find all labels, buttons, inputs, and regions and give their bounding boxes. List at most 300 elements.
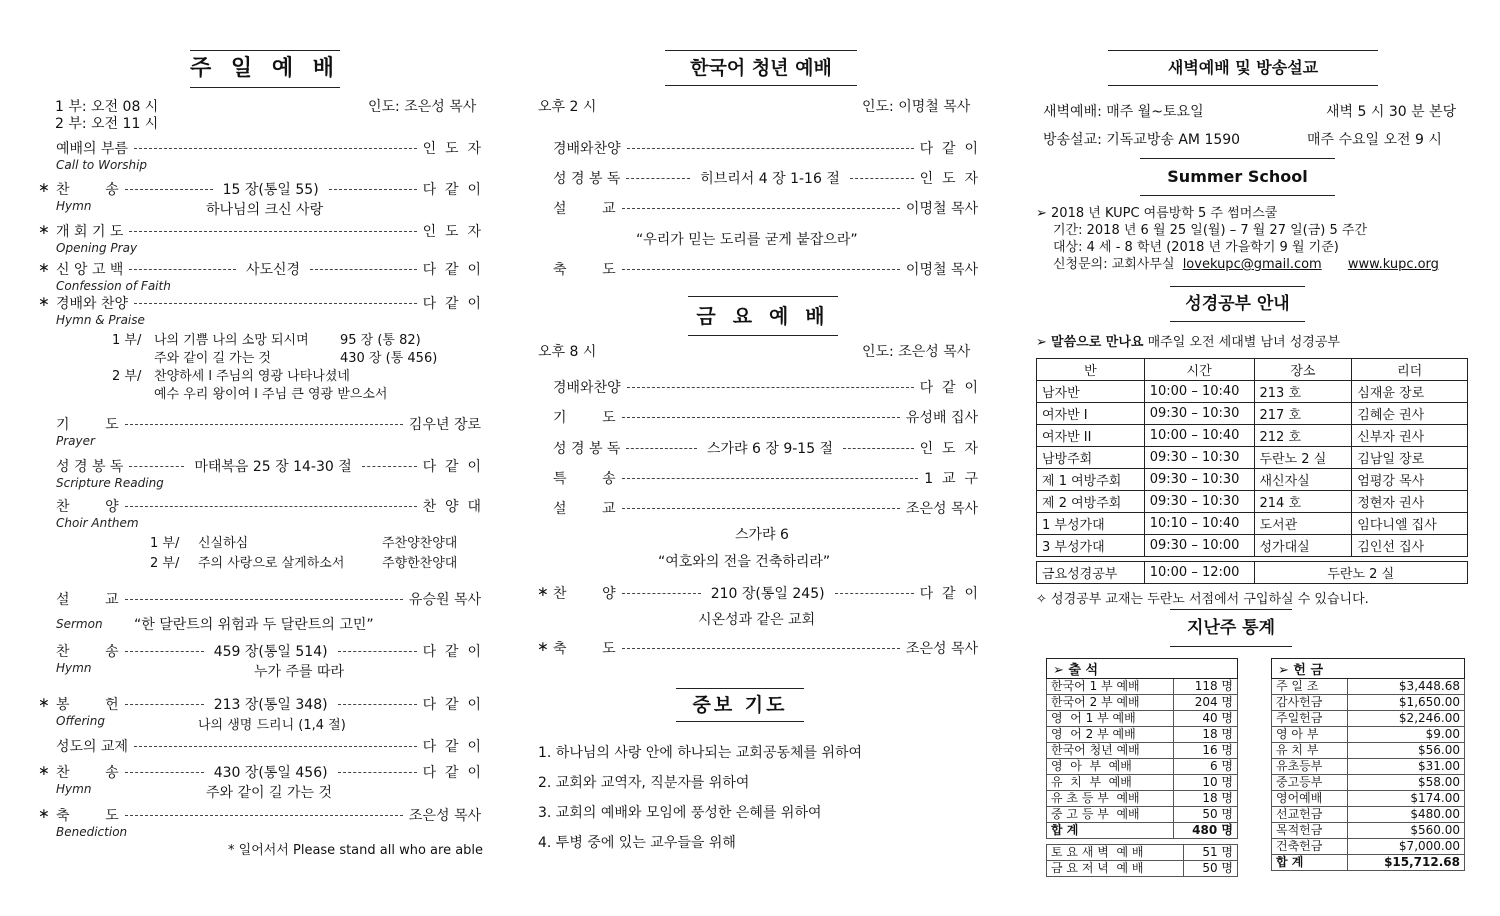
prayer-item: 2. 교회와 교역자, 직분자를 위하여 [538,775,750,791]
leader-dots [338,704,417,705]
stand-star-icon: ∗ [38,806,50,822]
leader-dots [362,466,417,467]
dawn-line1-right: 새벽 5 시 30 분 본당 [1326,104,1457,120]
order-item-label: 찬 송 [56,765,119,781]
table-cell: 213 호 [1254,381,1352,403]
order-row [56,694,481,714]
leader-dots [125,651,204,652]
table-row [1272,855,1465,871]
table-row [1037,491,1468,513]
order-item-person: 찬 양 대 [422,499,481,515]
column-header: 시간 [1144,359,1254,381]
leader-dots [125,424,403,425]
column-header: 장소 [1254,359,1352,381]
table-cell: 영어예배 [1272,791,1348,807]
order-row [56,456,481,476]
intercession-title: 중보 기도 [676,688,804,722]
table-cell: 09:30 – 10:30 [1144,403,1254,425]
friday-sermon-title: “여호와의 전을 건축하리라” [658,554,831,570]
table-cell: 유 치 부 예배 [1047,775,1174,791]
table-cell: 09:30 – 10:00 [1144,535,1254,557]
order-row [553,259,978,279]
leader-dots [843,448,914,449]
leader-dots [125,772,204,773]
stand-star-icon: ∗ [38,260,50,276]
order-item-person: 다 같 이 [422,739,481,755]
prayer-item: 1. 하나님의 사랑 안에 하나되는 교회공동체를 위하여 [538,745,863,761]
table-cell: 51 명 [1184,845,1238,861]
table-row [1272,823,1465,839]
order-item-label: 기 도 [553,410,616,426]
table-cell: 50 명 [1184,861,1238,877]
table-cell: 10:00 – 12:00 [1144,562,1254,584]
table-row [1272,679,1465,695]
order-row [56,179,481,199]
order-item-label: 성 경 봉 독 [553,441,621,457]
order-item-person: 다 같 이 [919,141,978,157]
table-row [1272,775,1465,791]
order-row [56,589,481,609]
table-row [1272,711,1465,727]
order-row [56,414,481,434]
order-item-detail: 210 장(통일 245) [710,586,825,602]
praise-list: 1 부/ 나의 기쁨 나의 소망 되시며 95 장 (통 82) 주와 같이 길 가는 것 430 장 (통 456) 2 부/ 찬양하세 l 주님의 영광 나타나셨네 예수 우리 왕이여 l 주님 큰 영광 받으소서 [112,333,438,402]
table-cell: $1,650.00 [1348,695,1465,711]
leader-dots [129,269,236,270]
dawn-line1-left: 새벽예배: 매주 월~토요일 [1043,104,1204,120]
order-row [553,407,978,427]
hymn-title: 나의 생명 드리니 (1,4 절) [198,718,346,733]
english-caption: Confession of Faith [56,279,171,293]
order-row [56,138,481,158]
leader-dots [622,508,900,509]
order-row [56,736,481,756]
order-item-person: 다 같 이 [919,586,978,602]
leader-dots [125,704,204,705]
english-caption: Hymn [56,782,92,796]
order-item-detail: 마태복음 25 장 14-30 절 [194,459,352,475]
table-cell: $56.00 [1348,743,1465,759]
order-item-label: 성도의 교제 [56,739,129,755]
english-caption: Sermon [56,617,103,631]
english-caption: Prayer [56,434,95,448]
order-item-person: 다 같 이 [422,262,481,278]
table-cell: 토 요 새 벽 예 배 [1047,845,1184,861]
order-item-label: 찬 송 [56,182,119,198]
english-caption: Hymn & Praise [56,313,145,327]
table-cell: 유 초 등 부 예배 [1047,791,1174,807]
table-cell: 09:30 – 10:30 [1144,491,1254,513]
order-item-person: 다 같 이 [422,644,481,660]
order-item-label: 개 회 기 도 [56,224,124,240]
offering-table [1271,658,1465,871]
table-cell: 김남일 장로 [1352,447,1468,469]
table-cell: 김인선 집사 [1352,535,1468,557]
table-cell: 선교헌금 [1272,807,1348,823]
intercession-list [538,738,862,858]
table-cell: $480.00 [1348,807,1465,823]
offering-header: ➢ 헌 금 [1272,659,1465,679]
leader-dots [622,478,919,479]
table-row [1037,403,1468,425]
table-cell: 18 명 [1173,791,1237,807]
leader-dots [125,599,403,600]
stand-star-icon: ∗ [38,180,50,196]
order-item-detail: 15 장(통일 55) [222,182,319,198]
table-cell: 40 명 [1173,711,1237,727]
table-row [1272,759,1465,775]
table-cell: $58.00 [1348,775,1465,791]
table-cell: 성가대실 [1254,535,1352,557]
bible-study-sub: ➢ 말씀으로 만나요 매주일 오전 세대별 남녀 성경공부 [1036,335,1340,350]
order-item-label: 찬 송 [56,644,119,660]
standing-footnote: * 일어서서 Please stand all who are able [228,843,484,858]
table-cell: 10:00 – 10:40 [1144,425,1254,447]
hymn-title: 주와 같이 길 가는 것 [206,785,332,801]
hymn-title: 하나님의 크신 사랑 [206,202,324,218]
friday-time: 오후 8 시 [538,344,597,360]
leader-dots [622,593,701,594]
hymn-title: 누가 주를 따라 [254,664,345,680]
order-item-person: 인 도 자 [919,441,978,457]
order-item-label: 성 경 봉 독 [56,459,124,475]
table-cell: 212 호 [1254,425,1352,447]
table-row [1272,727,1465,743]
leader-dots [622,269,900,270]
leader-dots [622,208,900,209]
order-item-label: 찬 양 [553,586,616,602]
table-cell: 50 명 [1173,807,1237,823]
order-row [56,805,481,825]
leader-dots [627,387,914,388]
order-item-person: 이명철 목사 [905,201,978,217]
leader-dots [627,148,914,149]
order-item-detail: 사도신경 [245,262,301,278]
order-item-detail: 히브리서 4 장 1-16 절 [700,171,840,187]
prayer-item: 4. 투병 중에 있는 교우들을 위해 [538,835,736,851]
leader-dots [129,466,184,467]
friday-sermon-ref: 스가랴 6 [735,527,789,543]
table-cell: $7,000.00 [1348,839,1465,855]
table-cell: 목적헌금 [1272,823,1348,839]
table-row [1047,679,1238,695]
order-row [553,498,978,518]
column-header: 반 [1037,359,1145,381]
order-item-label: 신 앙 고 백 [56,262,124,278]
bullet-arrow-icon: ➢ [1278,663,1294,678]
table-cell: 204 명 [1173,695,1237,711]
table-cell: $560.00 [1348,823,1465,839]
table-row [1047,807,1238,823]
order-item-label: 기 도 [56,417,119,433]
sunday-worship-title: 주 일 예 배 [190,50,340,88]
table-cell: 도서관 [1254,513,1352,535]
table-cell: $3,448.68 [1348,679,1465,695]
summer-school-info: ➢ 2018 년 KUPC 여름방학 5 주 썸머스쿨 기간: 2018 년 6 월 25 일(월) – 7 월 27 일(금) 5 주간 대상: 4 세 - 8 학년 (2018 년 가을학기 9 월 기준) 신청문의: 교회사무실 lovekupc@gmail.com www.kupc.org [1036,206,1439,272]
table-cell: 영 어 2 부 예배 [1047,727,1174,743]
table-row [1047,727,1238,743]
sunday-leader: 인도: 조은성 목사 [368,99,477,115]
leader-dots [850,178,914,179]
attendance-header: ➢ 출 석 [1047,659,1238,679]
table-cell: 금 요 저 녁 예 배 [1047,861,1184,877]
table-cell: 09:30 – 10:30 [1144,469,1254,491]
church-website-link[interactable]: www.kupc.org [1347,257,1439,272]
table-cell: 제 2 여방주회 [1037,491,1145,513]
bible-study-title: 성경공부 안내 [1170,286,1305,322]
table-row [1037,381,1468,403]
study-note: ✧ 성경공부 교재는 두란노 서점에서 구입하실 수 있습니다. [1036,592,1369,607]
leader-dots [134,148,417,149]
dawn-line2-left: 방송설교: 기독교방송 AM 1590 [1043,132,1241,148]
bullet-arrow-icon: ➢ [1053,663,1069,678]
table-cell: 감사헌금 [1272,695,1348,711]
table-cell: $31.00 [1348,759,1465,775]
order-item-label: 봉 헌 [56,697,119,713]
table-cell: 한국어 1 부 예배 [1047,679,1174,695]
friday-study-table [1036,561,1468,584]
table-cell: 영 아 부 [1272,727,1348,743]
english-caption: Benediction [56,825,128,839]
table-row [1047,775,1238,791]
english-caption: Choir Anthem [56,516,139,530]
table-cell: 남방주회 [1037,447,1145,469]
dawn-line2-right: 매주 수요일 오전 9 시 [1307,132,1442,148]
table-row [1272,839,1465,855]
friday-worship-title: 금 요 예 배 [688,296,838,336]
table-cell: 중 고 등 부 예배 [1047,807,1174,823]
order-item-label: 설 교 [553,201,616,217]
dawn-service-title: 새벽예배 및 방송설교 [1108,50,1378,86]
table-row [1047,759,1238,775]
order-item-person: 인 도 자 [919,171,978,187]
stand-star-icon: ∗ [537,639,549,655]
table-row [1272,791,1465,807]
order-row [553,198,978,218]
table-cell: 주일헌금 [1272,711,1348,727]
table-cell: 217 호 [1254,403,1352,425]
attendance-extra-table [1046,844,1238,877]
english-caption: Hymn [56,661,92,675]
order-item-label: 경배와 찬양 [56,296,129,312]
table-cell: 두란노 2 실 [1254,562,1467,584]
stand-star-icon: ∗ [38,222,50,238]
order-item-person: 이명철 목사 [905,262,978,278]
order-item-label: 예배의 부름 [56,141,129,157]
table-cell: 두란노 2 실 [1254,447,1352,469]
order-item-person: 1 교 구 [924,471,978,487]
leader-dots [338,651,417,652]
leader-dots [626,448,697,449]
table-row [1037,469,1468,491]
order-item-label: 축 도 [553,641,616,657]
order-item-person: 다 같 이 [422,459,481,475]
order-row [56,293,481,313]
leader-dots [129,231,416,232]
table-row [1047,695,1238,711]
sunday-sermon-title: “한 달란트의 위험과 두 달란트의 고민” [134,617,374,633]
table-cell: $9.00 [1348,727,1465,743]
leader-dots [134,746,417,747]
order-item-person: 조은성 목사 [905,641,978,657]
leader-dots [125,189,213,190]
table-cell: 합 계 [1047,823,1174,839]
table-cell: 중고등부 [1272,775,1348,791]
order-item-label: 성 경 봉 독 [553,171,621,187]
order-row [553,583,978,603]
table-row [1037,535,1468,557]
table-cell: $2,246.00 [1348,711,1465,727]
stats-title: 지난주 통계 [1170,609,1292,647]
order-row [553,168,978,188]
english-caption: Scripture Reading [56,476,164,490]
table-cell: 10:10 – 10:40 [1144,513,1254,535]
youth-leader: 인도: 이명철 목사 [862,99,971,115]
table-row [1047,861,1238,877]
leader-dots [125,815,403,816]
stand-star-icon: ∗ [38,294,50,310]
order-item-person: 유승원 목사 [408,592,481,608]
table-cell: 유초등부 [1272,759,1348,775]
table-row [1047,845,1238,861]
order-row [56,259,481,279]
order-item-person: 유성배 집사 [905,410,978,426]
order-item-person: 김우년 장로 [408,417,481,433]
table-cell: 제 1 여방주회 [1037,469,1145,491]
stand-star-icon: ∗ [537,584,549,600]
table-cell: 1 부성가대 [1037,513,1145,535]
order-item-label: 설 교 [56,592,119,608]
table-row [1047,823,1238,839]
table-row [1037,447,1468,469]
leader-dots [622,417,900,418]
table-cell: 6 명 [1173,759,1237,775]
order-row [553,638,978,658]
table-cell: 남자반 [1037,381,1145,403]
order-row [553,377,978,397]
table-row [1047,711,1238,727]
order-item-person: 다 같 이 [422,697,481,713]
order-item-label: 경배와찬양 [553,380,621,396]
english-caption: Call to Worship [56,158,148,172]
order-item-person: 다 같 이 [422,765,481,781]
leader-dots [125,506,417,507]
order-item-label: 경배와찬양 [553,141,621,157]
table-cell: 118 명 [1173,679,1237,695]
table-cell: 3 부성가대 [1037,535,1145,557]
table-cell: 한국어 청년 예배 [1047,743,1174,759]
table-cell: $174.00 [1348,791,1465,807]
table-cell: 한국어 2 부 예배 [1047,695,1174,711]
order-item-person: 다 같 이 [422,182,481,198]
order-row [56,641,481,661]
summer-school-title: Summer School [1140,158,1335,196]
service-time-1: 1 부: 오전 08 시 [55,99,159,115]
table-cell: 480 명 [1173,823,1237,839]
order-row [56,762,481,782]
order-item-detail: 스가랴 6 장 9-15 절 [706,441,834,457]
youth-sermon-title: “우리가 믿는 도리를 굳게 붙잡으라” [636,232,858,248]
table-row [1037,513,1468,535]
order-row [553,138,978,158]
leader-dots [835,593,914,594]
youth-time: 오후 2 시 [538,99,597,115]
friday-leader: 인도: 조은성 목사 [862,344,971,360]
table-cell: 여자반 I [1037,403,1145,425]
table-cell: 임다니엘 집사 [1352,513,1468,535]
table-cell: 09:30 – 10:30 [1144,447,1254,469]
table-cell: 금요성경공부 [1037,562,1145,584]
order-item-label: 축 도 [56,808,119,824]
english-caption: Opening Pray [56,241,138,255]
table-cell: 18 명 [1173,727,1237,743]
youth-worship-title: 한국어 청년 예배 [665,50,857,86]
bullet-arrow-icon: ➢ [1036,206,1052,221]
order-item-person: 인 도 자 [422,224,481,240]
table-cell: 주 일 조 [1272,679,1348,695]
table-row [1272,743,1465,759]
table-cell: 엄평강 목사 [1352,469,1468,491]
table-row [1272,807,1465,823]
table-cell: 10:00 – 10:40 [1144,381,1254,403]
order-item-person: 조은성 목사 [905,501,978,517]
table-cell: 김혜순 권사 [1352,403,1468,425]
table-cell: 신부자 권사 [1352,425,1468,447]
leader-dots [329,189,417,190]
leader-dots [134,303,417,304]
order-item-person: 인 도 자 [422,141,481,157]
english-caption: Offering [56,714,105,728]
order-item-label: 축 도 [553,262,616,278]
order-row [553,468,978,488]
english-caption: Hymn [56,199,92,213]
order-item-label: 특 송 [553,471,616,487]
leader-dots [626,178,690,179]
table-cell: $15,712.68 [1348,855,1465,871]
service-time-2: 2 부: 오전 11 시 [55,116,159,132]
table-row [1047,791,1238,807]
table-row [1047,743,1238,759]
table-cell: 정현자 권사 [1352,491,1468,513]
table-cell: 유 치 부 [1272,743,1348,759]
table-cell: 새신자실 [1254,469,1352,491]
table-cell: 건축헌금 [1272,839,1348,855]
order-item-detail: 213 장(통일 348) [213,697,328,713]
table-cell: 10 명 [1173,775,1237,791]
order-item-person: 다 같 이 [919,380,978,396]
order-row [553,438,978,458]
leader-dots [338,772,417,773]
order-item-label: 찬 양 [56,499,119,515]
table-row [1037,425,1468,447]
leader-dots [622,648,900,649]
order-row [56,221,481,241]
table-cell: 영 아 부 예배 [1047,759,1174,775]
table-cell: 심재윤 장로 [1352,381,1468,403]
order-row [56,496,481,516]
choir-list: 1 부/ 신실하심 주찬양찬양대 2 부/ 주의 사랑으로 살게하소서 주향한찬양대 [150,536,458,571]
table-cell: 16 명 [1173,743,1237,759]
leader-dots [310,269,417,270]
stand-star-icon: ∗ [38,763,50,779]
bible-study-table [1036,358,1468,557]
church-email-link[interactable]: lovekupc@gmail.com [1182,257,1322,272]
friday-hymn-sub: 시온성과 같은 교회 [698,612,816,628]
attendance-table [1046,658,1238,839]
stand-star-icon: ∗ [38,695,50,711]
table-cell: 여자반 II [1037,425,1145,447]
table-cell: 214 호 [1254,491,1352,513]
